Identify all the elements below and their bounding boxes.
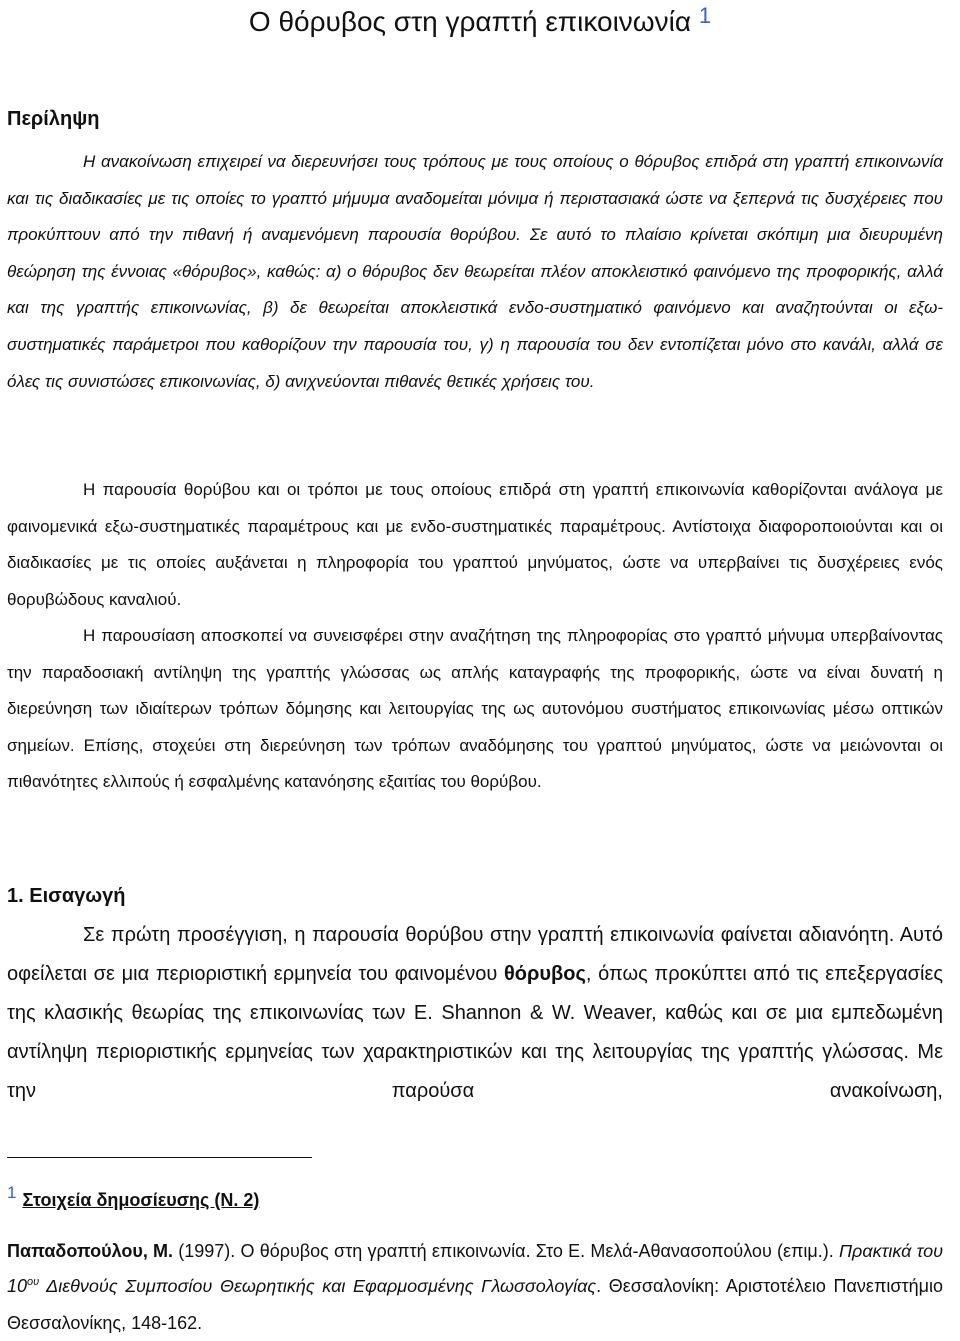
footnote-mark: 1 (7, 1183, 17, 1202)
intro-bold-term: θόρυβος (504, 963, 586, 985)
proceedings-text-b: Διεθνούς Συμποσίου Θεωρητικής και Εφαρμοσμένης Γλωσσολογίας (39, 1275, 597, 1296)
reference-part-1: (1997). Ο θόρυβος στη γραπτή επικοινωνία. Στο Ε. Μελά-Αθανασοπούλου (επιμ.). (173, 1241, 840, 1261)
footnote-divider (7, 1157, 312, 1158)
abstract-paragraph-2: Η παρουσία θορύβου και οι τρόποι με τους οποίους επιδρά στη γραπτή επικοινωνία καθορίζονται ανάλογα με φαινομενικά εξω-συστηματικές παραμέτρους και με ενδο-συστηματικές παραμέτρους. Αντίστοιχα διαφοροποιούνται και οι διαδικασίες με τις οποίες αυξάνεται η πληροφορία του γραπτού μηνύματος, ώστε να υπερβαίνει τις δυσχέρειες ενός θορυβώδους καναλιού. (7, 480, 943, 609)
intro-text-after: , όπως προκύπτει από τις επεξεργασίες της κλασικής θεωρίας της επικοινωνίας των E. Shannon & W. Weaver, καθώς και σε μια εμπεδωμένη αντίληψη περιοριστικής ερμηνείας των χαρακτηριστικών και της λειτουργίας της γραπτής γλώσσας. Με την παρούσα ανακοίνωση, (7, 963, 944, 1102)
footnote-reference (7, 1234, 943, 1341)
reference-part-2: . Θεσσαλονίκη: Αριστοτέλειο Πανεπιστήμιο Θεσσαλονίκης, 148-162. (7, 1275, 943, 1333)
title-footnote-mark[interactable]: 1 (698, 3, 712, 28)
section-heading-introduction: 1. Εισαγωγή (7, 885, 126, 907)
proceedings-ordinal: ου (27, 1275, 40, 1288)
document-title (0, 2, 960, 44)
publication-details-link[interactable]: Στοιχεία δημοσίευσης (Ν. 2) (22, 1190, 260, 1210)
proceedings-text-a: Πρακτικά του 10 (7, 1241, 944, 1296)
abstract-paragraph-1: Η ανακοίνωση επιχειρεί να διερευνήσει τους τρόπους με τους οποίους ο θόρυβος επιδρά στη γραπτή επικοινωνία και τις διαδικασίες με τις οποίες το γραπτό μήμυμα αναδομείται μόνιμα ή περιστασιακά ώστε να ξεπερνά τις δυσχέρειες που προκύπτουν από την πιθανή ή αναμενόμενη παρουσία θορύβου. Σε αυτό το πλαίσιο κρίνεται σκόπιμη μια διευρυμένη θεώρηση της έννοιας «θόρυβος», καθώς: α) ο θόρυβος δεν θεωρείται πλέον αποκλειστικό φαινόμενο της προφορικής, αλλά και της γραπτής επικοινωνίας, β) δε θεωρείται αποκλειστικά ενδο-συστηματικό φαινόμενο και αναζητούνται οι εξω-συστηματικές παράμετροι που καθορίζουν την παρουσία του, γ) η παρουσία του δεν εντοπίζεται μόνο στο κανάλι, αλλά σε όλες τις συνιστώσες επικοινωνίας, δ) ανιχνεύονται πιθανές θετικές χρήσεις του. (7, 152, 943, 391)
abstract-heading: Περίληψη (7, 108, 100, 130)
title-text: Ο θόρυβος στη γραπτή επικοινωνία (248, 6, 692, 37)
footnote-heading (7, 1183, 260, 1214)
intro-text-before: Σε πρώτη προσέγγιση, η παρουσία θορύβου στην γραπτή επικοινωνία φαίνεται αδιανόητη. Αυτό οφείλεται σε μια περιοριστική ερμηνεία του φαινομένου (7, 924, 943, 985)
introduction-paragraph (7, 916, 943, 1111)
reference-author: Παπαδοπούλου, Μ. (7, 1241, 174, 1261)
abstract-paragraph-3: Η παρουσίαση αποσκοπεί να συνεισφέρει στην αναζήτηση της πληροφορίας στο γραπτό μήνυμα υπερβαίνοντας την παραδοσιακή αντίληψη της γραπτής γλώσσας ως απλής καταγραφής της προφορικής, ώστε να είναι δυνατή η διερεύνηση των ιδιαίτερων τρόπων δόμησης και λειτουργίας της ως αυτονόμου συστήματος επικοινωνίας μέσω οπτικών σημείων. Επίσης, στοχεύει στη διερεύνηση των τρόπων αναδόμησης του γραπτού μηνύματος, ώστε να μειώνονται οι πιθανότητες ελλιπούς ή εσφαλμένης κατανόησης εξαιτίας του θορύβου. (7, 626, 943, 792)
